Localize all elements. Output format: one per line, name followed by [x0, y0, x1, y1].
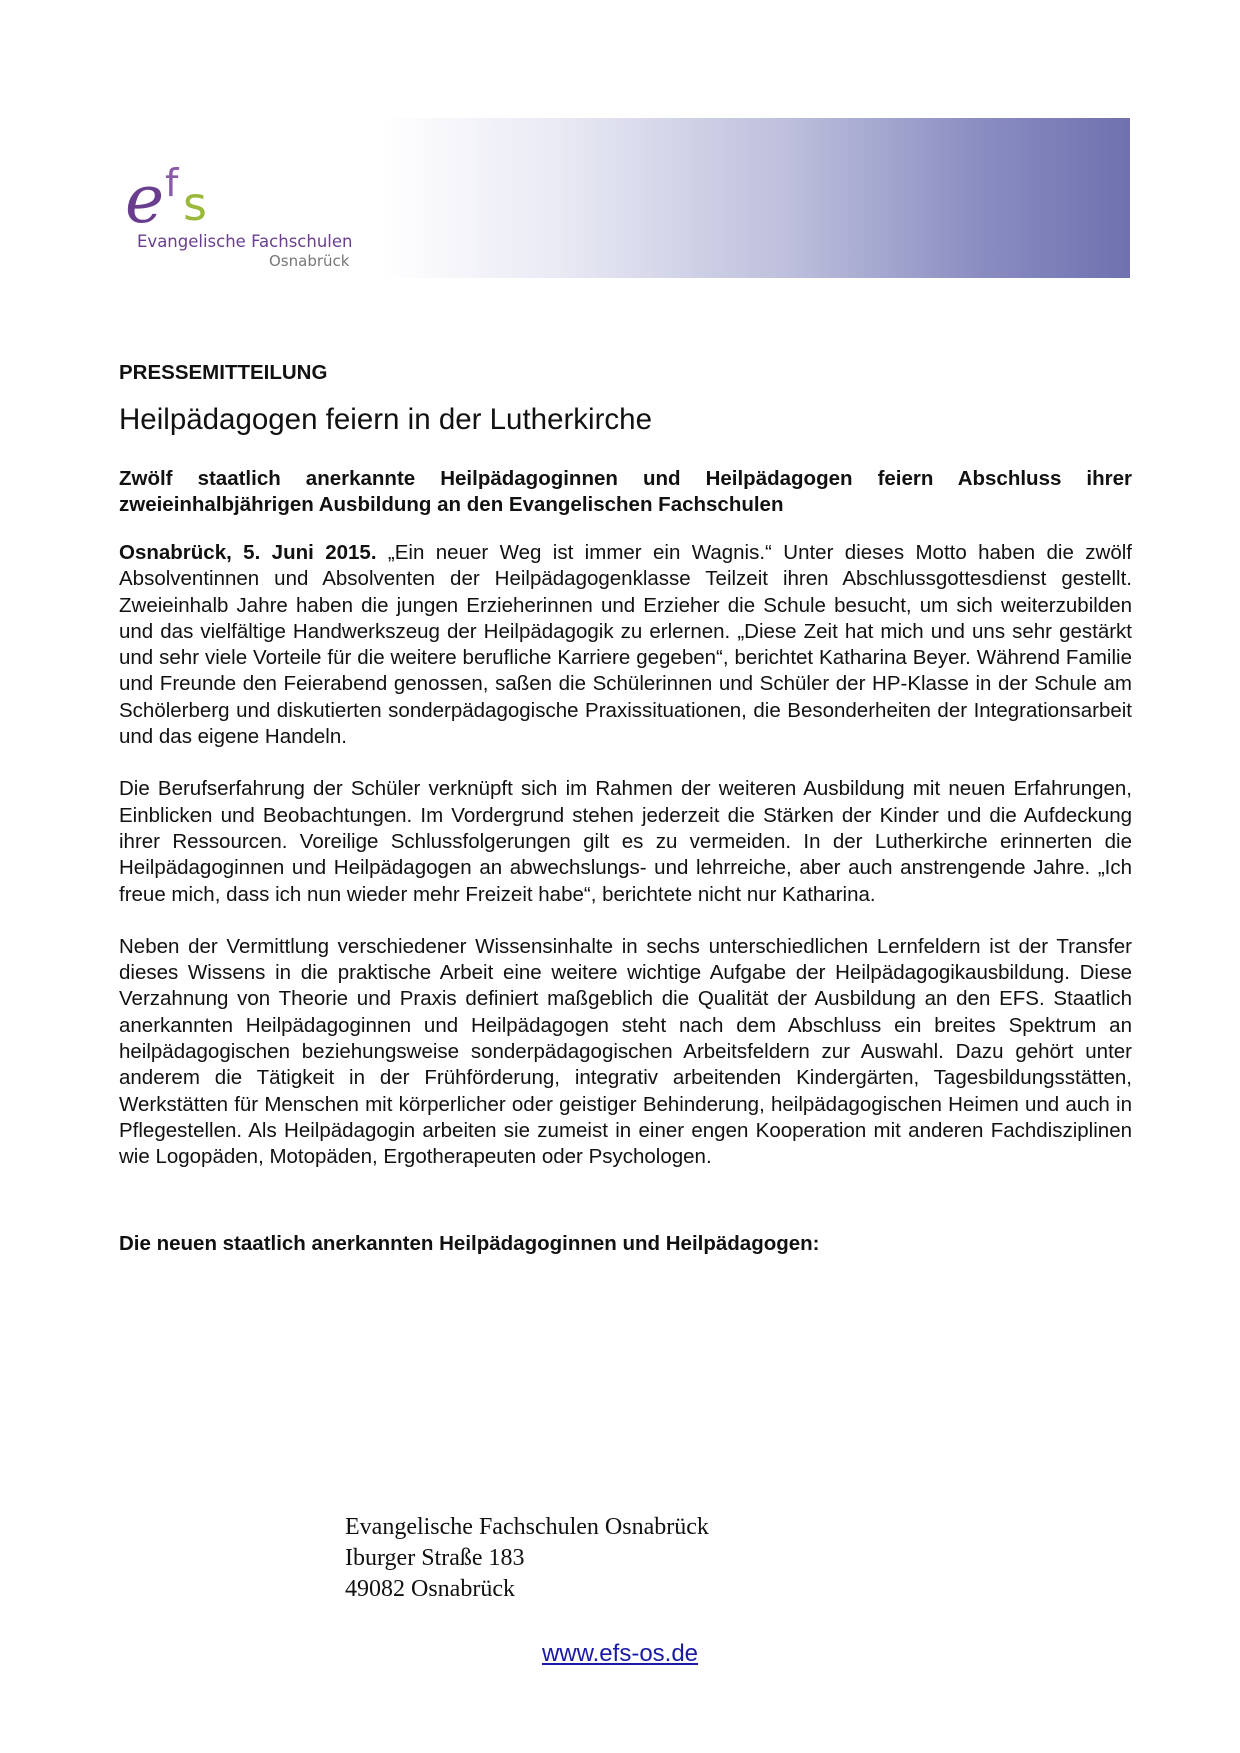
logo-name: Evangelische Fachschulen — [137, 232, 353, 251]
logo-letter-s: s — [183, 177, 207, 231]
paragraph-1-text: „Ein neuer Weg ist immer ein Wagnis.“ Unter dieses Motto haben die zwölf Absolventinnen und Absolventen der Heilpädagogenklasse Teilzeit ihren Abschlussgottesdienst gestellt. Zweieinhalb Jahre haben die jungen Erzieherinnen und Erzieher die Schule besucht, um sich weiterzubilden und das vielfältige Handwerkszeug der Heilpädagogik zu erlernen. „Diese Zeit hat mich und uns sehr gestärkt und sehr viele Vorteile für die weitere berufliche Karriere gegeben“, berichtet Katharina Beyer. Während Familie und Freunde den Feierabend genossen, saßen die Schülerinnen und Schüler der HP-Klasse in der Schule am Schölerberg und diskutierten sonderpädagogische Praxissituationen, die Besonderheiten der Integrationsarbeit und das eigene Handeln. — [119, 541, 1132, 749]
address-line-3: 49082 Osnabrück — [345, 1576, 515, 1602]
logo-city: Osnabrück — [269, 252, 350, 270]
efs-logo-mark — [125, 160, 245, 232]
address-block — [345, 1512, 709, 1605]
website-link[interactable]: www.efs-os.de — [541, 1640, 699, 1667]
subtitle: Zwölf staatlich anerkannte Heilpädagoginnen und Heilpädagogen feiern Abschluss ihrer zweieinhalbjährigen Ausbildung an den Evangelischen Fachschulen — [119, 467, 1132, 516]
paragraph-1 — [119, 540, 1132, 750]
address-line-1: Evangelische Fachschulen Osnabrück — [345, 1514, 709, 1540]
press-release-body — [119, 360, 1132, 1257]
efs-logo — [125, 160, 385, 275]
logo-letter-f: f — [165, 161, 179, 205]
address-line-2: Iburger Straße 183 — [345, 1545, 525, 1571]
page-title: Heilpädagogen feiern in der Lutherkirche — [119, 403, 652, 436]
paragraph-3: Neben der Vermittlung verschiedener Wissensinhalte in sechs unterschiedlichen Lernfeldern ist der Transfer dieses Wissens in die praktische Arbeit eine weitere wichtige Aufgabe der Heilpädagogikausbildung. Diese Verzahnung von Theorie und Praxis definiert maßgeblich die Qualität der Ausbildung an den EFS. Staatlich anerkannten Heilpädagoginnen und Heilpädagogen steht nach dem Abschluss ein breites Spektrum an heilpädagogischen beziehungsweise sonderpädagogischen Arbeitsfeldern zur Auswahl. Dazu gehört unter anderem die Tätigkeit in der Frühförderung, integrativ arbeitenden Kindergärten, Tagesbildungsstätten, Werkstätten für Menschen mit körperlicher oder geistiger Behinderung, heilpädagogischen Heimen und auch in Pflegestellen. Als Heilpädagogin arbeiten sie zumeist in einer engen Kooperation mit anderen Fachdisziplinen wie Logopäden, Motopäden, Ergotherapeuten oder Psychologen. — [119, 934, 1132, 1169]
paragraph-2: Die Berufserfahrung der Schüler verknüpft sich im Rahmen der weiteren Ausbildung mit neuen Erfahrungen, Einblicken und Beobachtungen. Im Vordergrund stehen jederzeit die Stärken der Kinder und die Aufdeckung ihrer Ressourcen. Voreilige Schlussfolgerungen gilt es zu vermeiden. In der Lutherkirche erinnerten die Heilpädagoginnen und Heilpädagogen an abwechslungs- und lehrreiche, aber auch anstrengende Jahre. „Ich freue mich, dass ich nun wieder mehr Freizeit habe“, berichtete nicht nur Katharina. — [119, 777, 1132, 906]
logo-letter-e: e — [125, 161, 165, 232]
document-label: PRESSEMITTEILUNG — [119, 361, 328, 384]
dateline: Osnabrück, 5. Juni 2015. — [119, 541, 377, 564]
website — [0, 1640, 1240, 1668]
graduates-list-heading: Die neuen staatlich anerkannten Heilpädagoginnen und Heilpädagogen: — [119, 1231, 820, 1255]
header-gradient-band — [382, 118, 1130, 278]
